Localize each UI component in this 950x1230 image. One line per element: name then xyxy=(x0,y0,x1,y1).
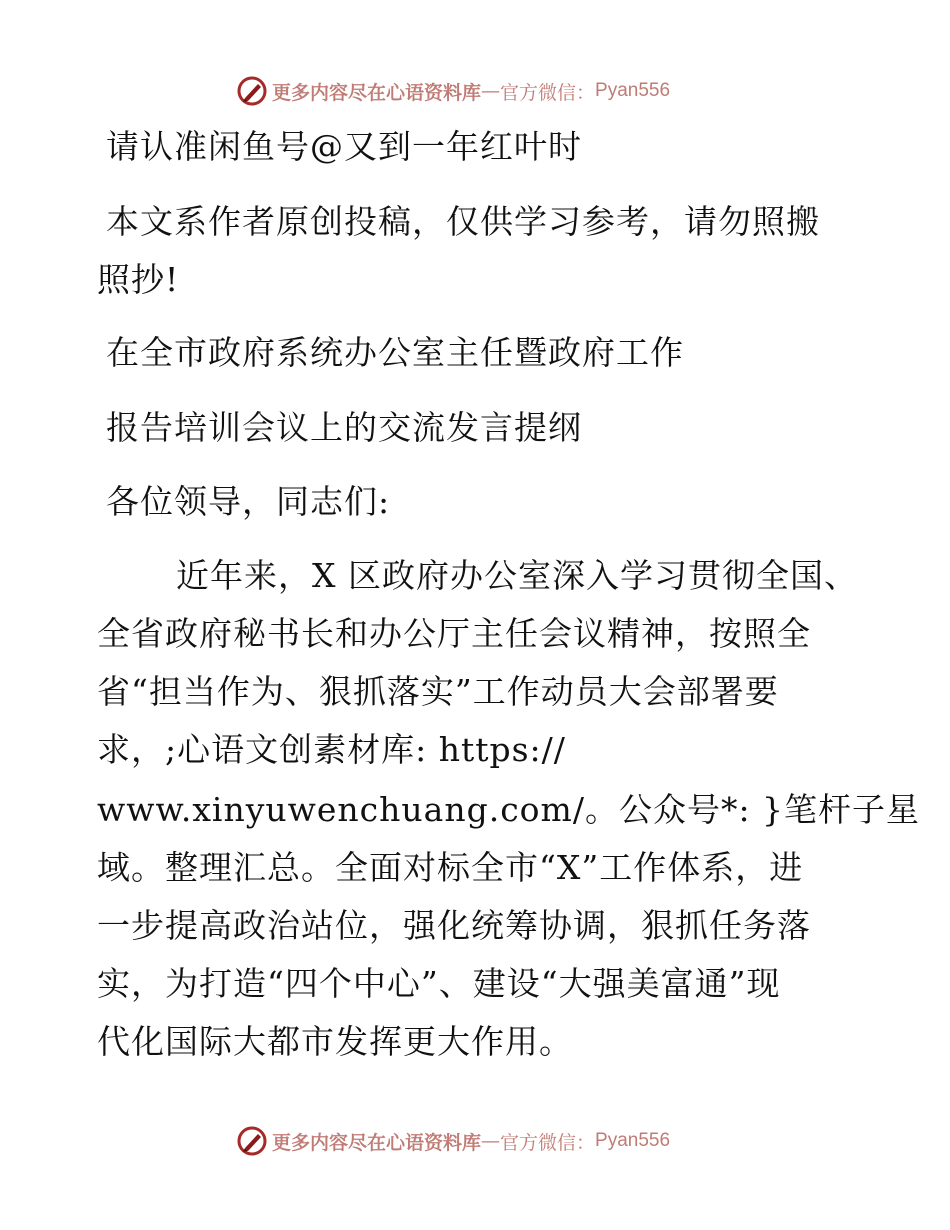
footer-banner-label: 官方微信： xyxy=(500,1131,596,1154)
header-banner xyxy=(236,74,716,108)
header-banner-wechat-id: Pyan556 xyxy=(595,80,671,101)
body-line: www.xinyuwenchuang.com/。公众号*: }笔杆子星 xyxy=(97,790,921,829)
footer-banner-text: 更多内容尽在心语资料库 xyxy=(272,1131,482,1154)
body-line: 代化国际大都市发挥更大作用。 xyxy=(97,1022,573,1061)
pen-logo-icon xyxy=(236,75,268,107)
body-line: 全省政府秘书长和办公厅主任会议精神，按照全 xyxy=(97,614,811,653)
body-line: 求，;心语文创素材库: https:// xyxy=(97,730,566,769)
notice-line-2: 照抄! xyxy=(97,260,180,299)
header-banner-text: 更多内容尽在心语资料库 xyxy=(272,81,482,104)
body-line: 近年来，X 区政府办公室深入学习贯彻全国、 xyxy=(176,556,858,595)
body-line: 域。整理汇总。全面对标全市“X”工作体系，进 xyxy=(97,848,804,887)
body-line: 实，为打造“四个中心”、建设“大强美富通”现 xyxy=(97,964,781,1003)
footer-banner-wechat-id: Pyan556 xyxy=(595,1130,671,1151)
pen-logo-icon xyxy=(236,1125,268,1157)
notice-line-1: 本文系作者原创投稿，仅供学习参考，请勿照搬 xyxy=(106,202,820,241)
title-line-1: 在全市政府系统办公室主任暨政府工作 xyxy=(106,333,684,372)
header-banner-dash: — xyxy=(481,80,501,102)
salutation: 各位领导，同志们: xyxy=(106,482,391,521)
footer-banner xyxy=(236,1124,716,1158)
author-line: 请认准闲鱼号@又到一年红叶时 xyxy=(106,127,582,166)
footer-banner-dash: — xyxy=(481,1130,501,1152)
header-banner-label: 官方微信： xyxy=(500,81,596,104)
title-line-2: 报告培训会议上的交流发言提纲 xyxy=(106,408,582,447)
body-line: 省“担当作为、狠抓落实”工作动员大会部署要 xyxy=(97,672,779,711)
body-line: 一步提高政治站位，强化统筹协调，狠抓任务落 xyxy=(97,906,811,945)
